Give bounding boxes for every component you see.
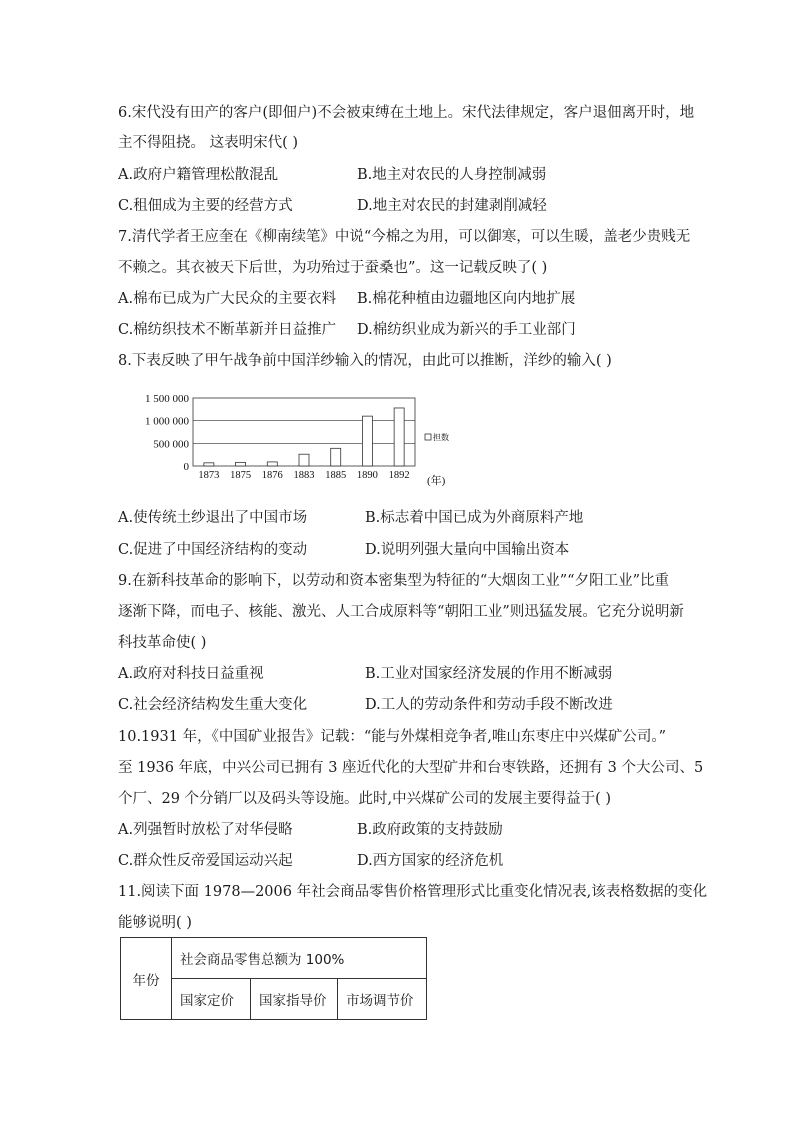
chart-y-tick-label: 0 xyxy=(183,461,189,473)
chart-x-tick-label: 1883 xyxy=(293,470,315,481)
table-header-state-price: 国家定价 xyxy=(172,979,251,1020)
q9-option-c: C.社会经济结构发生重大变化 xyxy=(118,697,308,713)
q7-stem-line1: 7.清代学者王应奎在《柳南续笔》中说“今棉之为用，可以御寒，可以生暖，盖老少贵贱无 xyxy=(118,229,691,245)
chart-x-tick-labels xyxy=(198,470,409,481)
q6-stem-line2: 主不得阻挠。 这表明宋代( ) xyxy=(118,135,299,151)
chart-bar-1885 xyxy=(331,448,341,466)
q10-option-d: D.西方国家的经济危机 xyxy=(357,853,504,869)
q7-option-a: A.棉布已成为广大民众的主要衣料 xyxy=(118,291,337,307)
q8-stem-line1: 8.下表反映了甲午战争前中国洋纱输入的情况，由此可以推断，洋纱的输入( ) xyxy=(118,353,612,369)
chart-x-tick-label: 1875 xyxy=(230,470,252,481)
q10-stem-line2: 至 1936 年底，中兴公司已拥有 3 座近代化的大型矿井和台枣铁路，还拥有 3 个大公司、5 xyxy=(118,760,704,776)
q8-option-d: D.说明列强大量向中国输出资本 xyxy=(365,542,570,558)
q7-option-d: D.棉纺织业成为新兴的手工业部门 xyxy=(357,322,576,338)
chart-bar-1883 xyxy=(299,454,309,466)
q8-option-b: B.标志着中国已成为外商原料产地 xyxy=(365,510,584,526)
q10-option-a: A.列强暂时放松了对华侵略 xyxy=(118,822,293,838)
q11-stem-line1: 11.阅读下面 1978—2006 年社会商品零售价格管理形式比重变化情况表,该表格数据的变化 xyxy=(118,884,708,900)
q9-option-b: B.工业对国家经济发展的作用不断减弱 xyxy=(365,666,613,682)
table-header-guided-price: 国家指导价 xyxy=(251,979,338,1020)
chart-bar-1892 xyxy=(394,408,404,466)
q6-stem-line1: 6.宋代没有田产的客户(即佃户)不会被束缚在土地上。宋代法律规定，客户退佃离开时，地 xyxy=(118,105,695,121)
q8-option-c: C.促进了中国经济结构的变动 xyxy=(118,542,308,558)
q7-option-b: B.棉花种植由边疆地区向内地扩展 xyxy=(357,291,576,307)
chart-bar-1876 xyxy=(267,462,277,466)
q10-stem-line3: 个厂、29 个分销厂以及码头等设施。此时,中兴煤矿公司的发展主要得益于( ) xyxy=(118,791,612,807)
chart-x-tick-label: 1892 xyxy=(388,470,410,481)
legend-swatch xyxy=(425,434,431,440)
chart-x-tick-label: 1876 xyxy=(261,470,283,481)
q6-option-b: B.地主对农民的人身控制减弱 xyxy=(357,167,547,183)
yarn-import-chart xyxy=(125,390,455,490)
price-management-table xyxy=(120,937,427,1020)
q9-stem-line1: 9.在新科技革命的影响下，以劳动和资本密集型为特征的“大烟囱工业”“夕阳工业”比重 xyxy=(118,573,669,589)
chart-y-tick-label: 1 000 000 xyxy=(145,415,189,428)
table-header-total: 社会商品零售总额为 100% xyxy=(172,938,427,979)
table-header-market-price: 市场调节价 xyxy=(338,979,427,1020)
q10-stem-line1: 10.1931 年，《中国矿业报告》记载：“能与外煤相竞争者,唯山东枣庄中兴煤矿公司。” xyxy=(118,729,667,745)
chart-x-tick-label: 1885 xyxy=(325,470,347,481)
chart-x-unit-label: (年) xyxy=(427,475,446,487)
q9-stem-line2: 逐渐下降，而电子、核能、激光、人工合成原料等“朝阳工业”则迅猛发展。它充分说明新 xyxy=(118,604,684,620)
q8-option-a: A.使传统土纱退出了中国市场 xyxy=(118,510,308,526)
q6-option-d: D.地主对农民的封建剥削减轻 xyxy=(357,198,547,214)
chart-y-tick-label: 1 500 000 xyxy=(145,393,189,405)
q9-stem-line3: 科技革命使( ) xyxy=(118,635,207,651)
chart-x-tick-label: 1873 xyxy=(198,470,220,481)
q9-option-d: D.工人的劳动条件和劳动手段不断改进 xyxy=(365,697,613,713)
chart-x-tick-label: 1890 xyxy=(356,470,378,481)
chart-y-tick-labels xyxy=(145,393,190,473)
q7-stem-line2: 不赖之。其衣被天下后世，为功殆过于蚕桑也”。这一记载反映了( ) xyxy=(118,260,548,276)
q7-option-c: C.棉纺织技术不断革新并日益推广 xyxy=(118,322,337,338)
q10-option-b: B.政府政策的支持鼓励 xyxy=(357,822,503,838)
q11-stem-line2: 能够说明( ) xyxy=(118,915,192,931)
chart-bar-1873 xyxy=(204,463,214,466)
q6-option-c: C.租佃成为主要的经营方式 xyxy=(118,198,293,214)
legend-label: 担数 xyxy=(433,433,449,442)
chart-bar-1890 xyxy=(362,416,372,466)
q10-option-c: C.群众性反帝爱国运动兴起 xyxy=(118,853,293,869)
q6-option-a: A.政府户籍管理松散混乱 xyxy=(118,167,279,183)
chart-bars xyxy=(204,408,404,466)
q9-option-a: A.政府对科技日益重视 xyxy=(118,666,264,682)
chart-bar-1875 xyxy=(236,462,246,466)
chart-y-tick-label: 500 000 xyxy=(153,438,189,451)
table-header-year: 年份 xyxy=(121,938,172,1020)
